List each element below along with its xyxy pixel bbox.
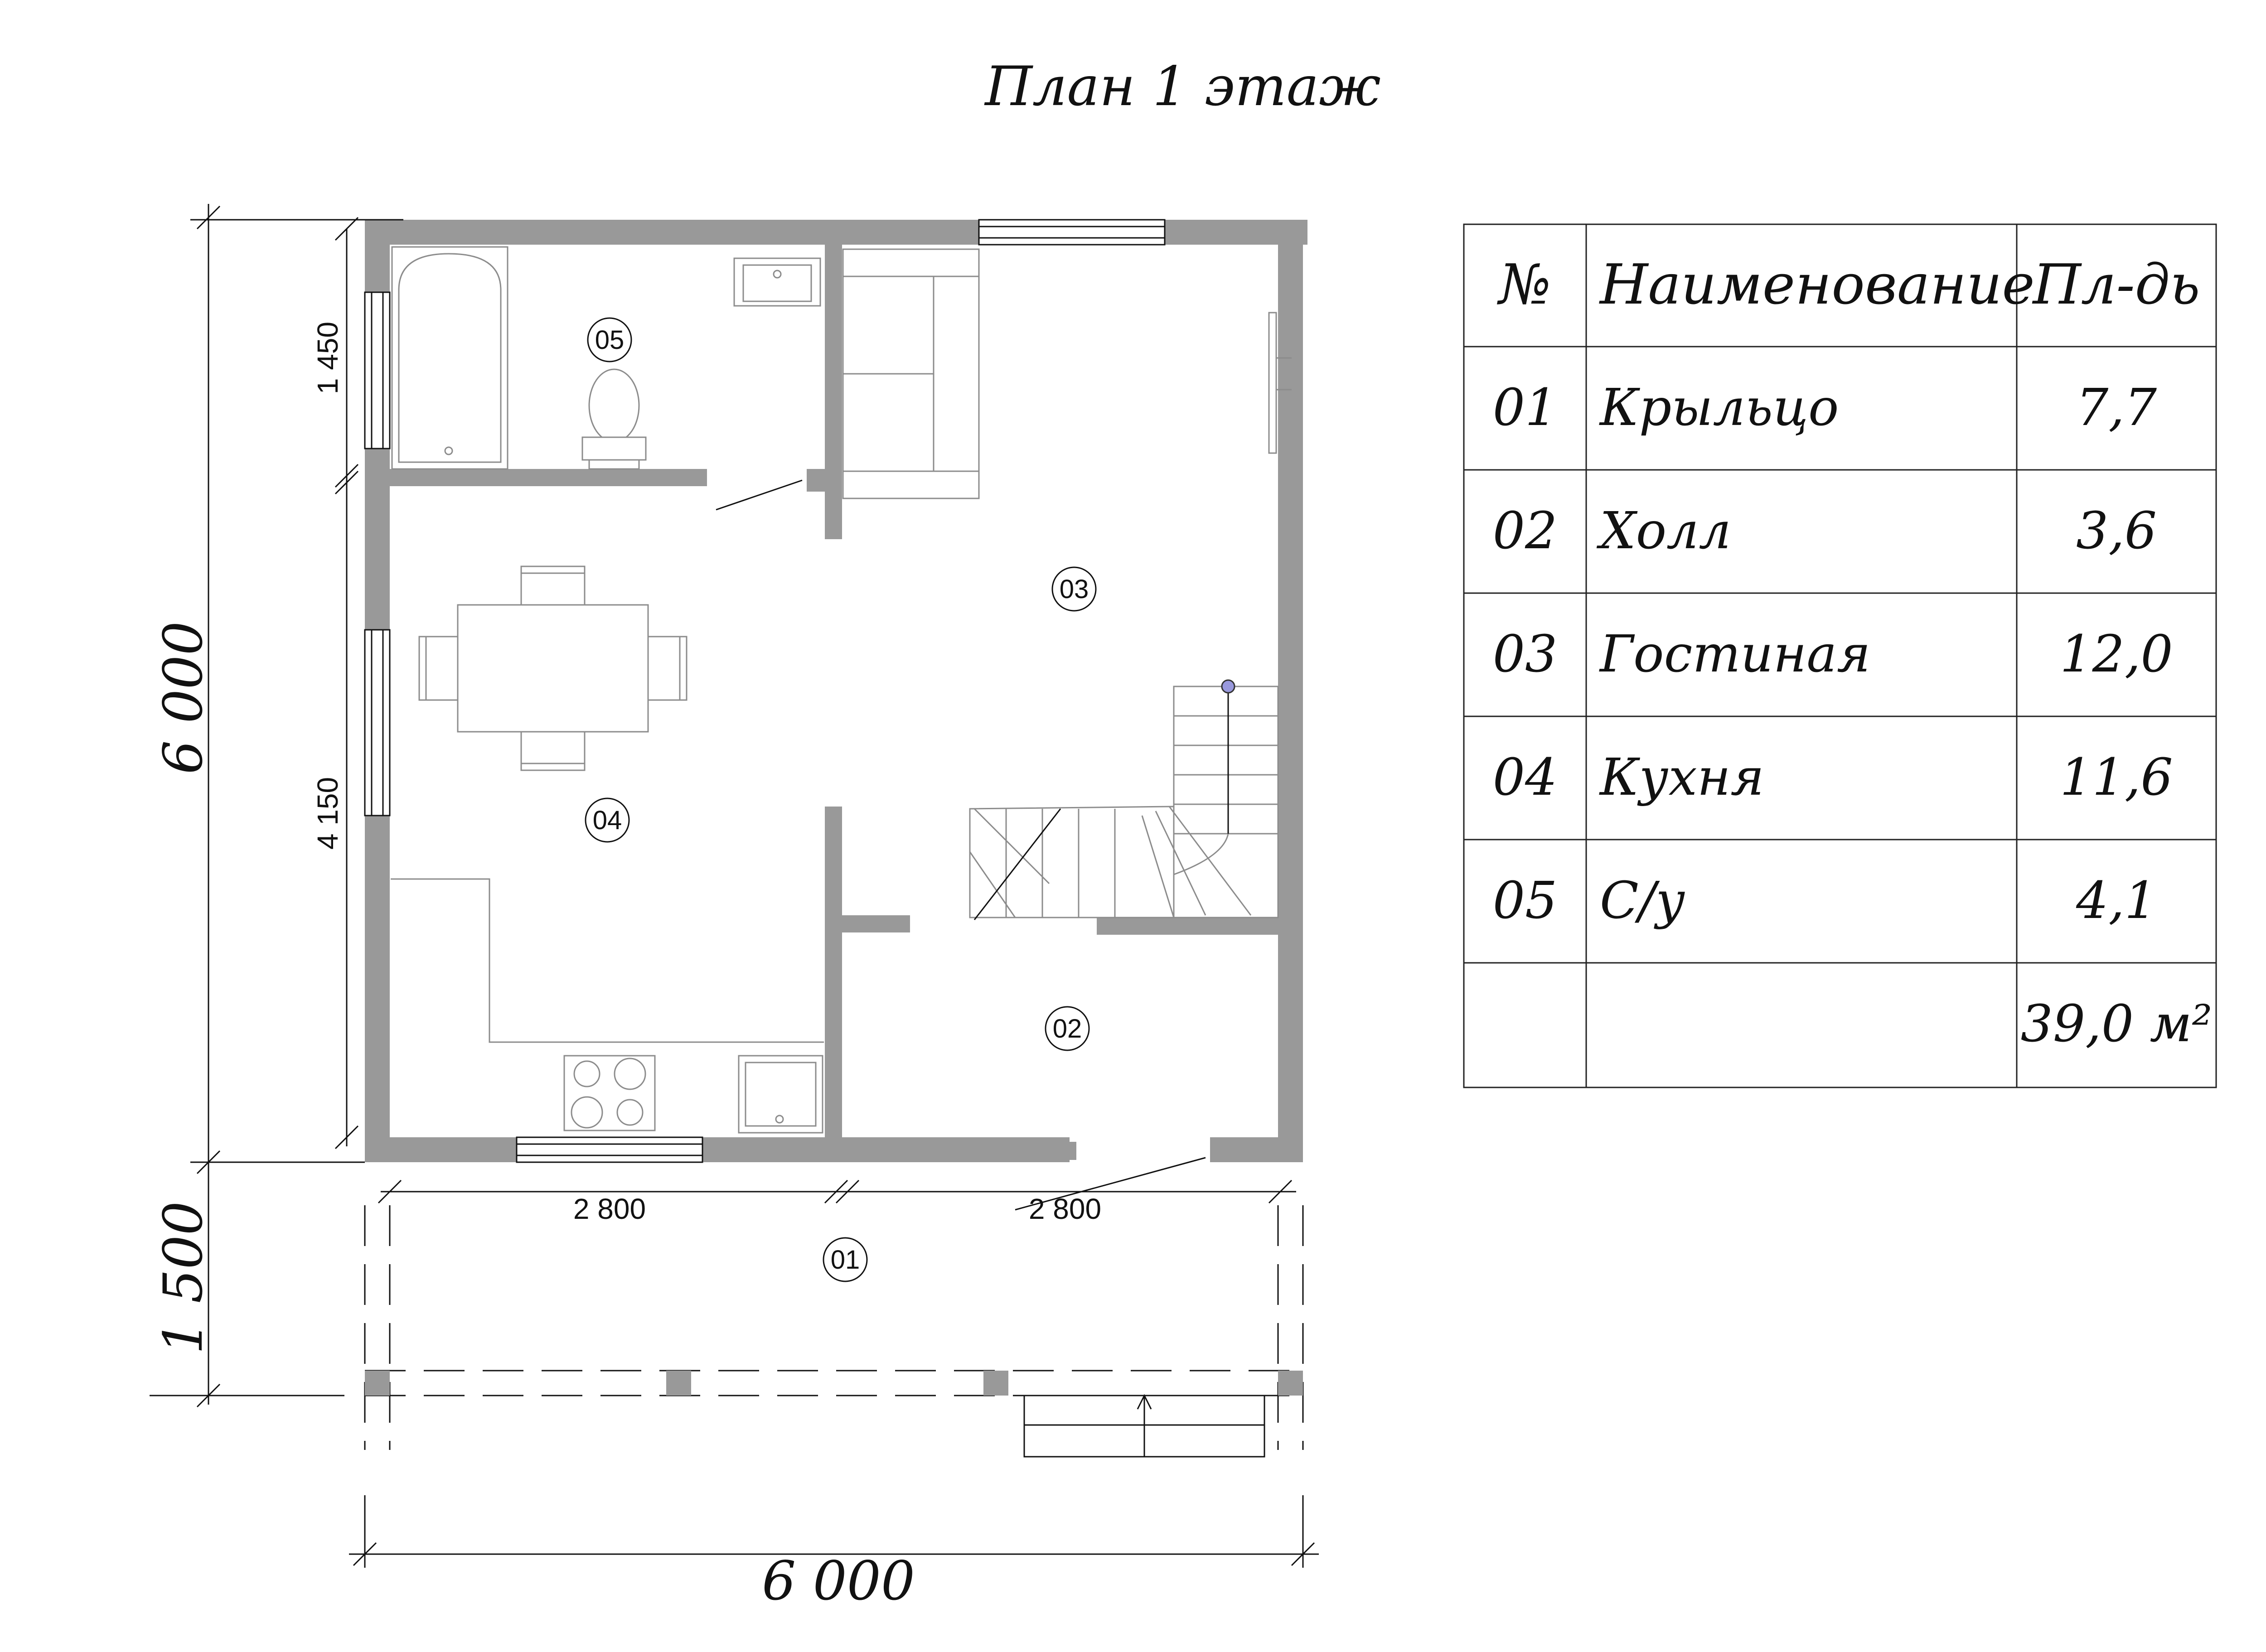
staircase	[970, 680, 1278, 920]
table-cell-num: 03	[1492, 625, 1558, 684]
interior-walls	[390, 245, 1278, 1137]
dining-table	[419, 566, 687, 770]
table-cell-area: 4,1	[2076, 871, 2157, 930]
stair-start-node	[1222, 680, 1235, 693]
dimension-lines	[150, 204, 1319, 1612]
dim-left-top: 1 450	[311, 321, 344, 395]
table-cell-name: Холл	[1600, 502, 1731, 560]
washbasin	[734, 258, 820, 306]
dim-left-bottom: 4 150	[311, 777, 344, 850]
table-header-name: Наименование	[1600, 252, 2035, 317]
dim-bottom-right: 2 800	[1028, 1193, 1102, 1225]
table-cell-num: 04	[1492, 748, 1558, 807]
room-tag-03: 03	[1059, 575, 1089, 604]
room-tag-01: 01	[830, 1245, 860, 1275]
table-cell-area: 3,6	[2076, 502, 2157, 560]
dim-left-total: 6 000	[152, 621, 214, 774]
table-cell-num: 05	[1492, 871, 1558, 930]
tv-panel	[1269, 313, 1276, 453]
room-tag-05: 05	[595, 325, 625, 355]
table-cell-num: 01	[1492, 378, 1558, 437]
bathtub	[392, 247, 508, 469]
bathroom-door-leaf	[716, 480, 802, 510]
kitchen-counter	[391, 879, 824, 1133]
table-cell-area: 7,7	[2076, 378, 2157, 437]
porch	[365, 1205, 1303, 1457]
table-cell-area: 12,0	[2060, 625, 2173, 684]
table-cell-name: С/у	[1600, 871, 1685, 930]
table-cell-name: Кухня	[1600, 748, 1764, 807]
table-cell-area: 11,6	[2060, 748, 2173, 807]
table-cell-name: Гостиная	[1600, 625, 1871, 684]
table-cell-name: Крыльцо	[1600, 378, 1839, 437]
room-schedule-table	[1464, 224, 2216, 1087]
table-total-area: 39,0 м²	[2020, 995, 2213, 1053]
table-header-num: №	[1499, 252, 1551, 317]
dim-bottom-total: 6 000	[762, 1550, 915, 1612]
sofa	[843, 249, 979, 498]
room-tag-02: 02	[1052, 1014, 1082, 1043]
room-tag-04: 04	[592, 806, 622, 835]
table-cell-num: 02	[1492, 502, 1558, 560]
toilet	[582, 369, 646, 469]
plan-title: План 1 этаж	[985, 55, 1381, 118]
windows	[365, 220, 1165, 1162]
dim-bottom-left: 2 800	[573, 1193, 646, 1225]
dim-left-porch: 1 500	[152, 1201, 214, 1354]
table-header-area: Пл-дь	[2033, 252, 2200, 317]
